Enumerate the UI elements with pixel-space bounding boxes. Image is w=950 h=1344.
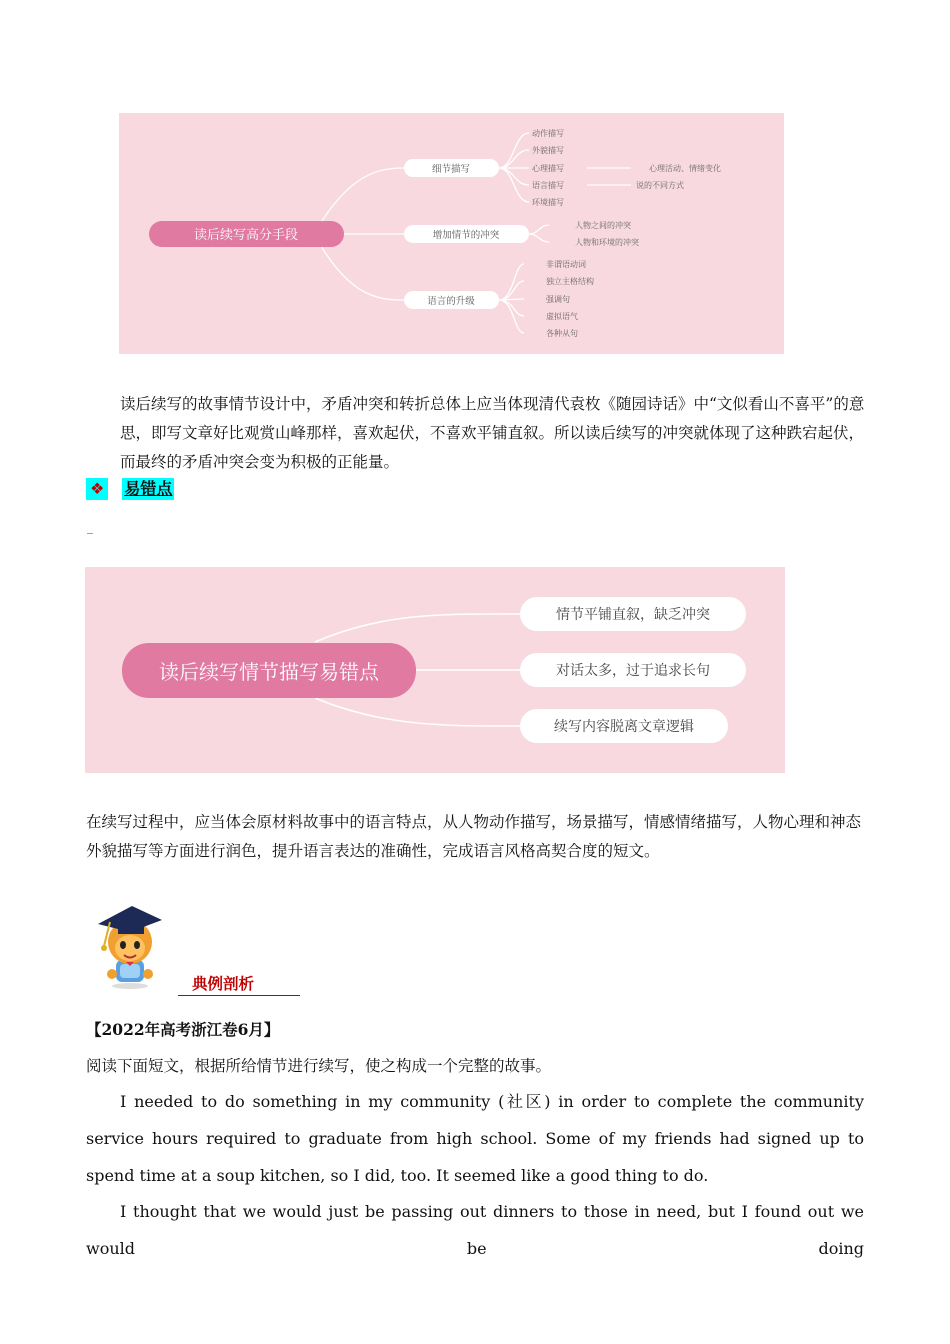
- underline-mark: _: [87, 520, 93, 534]
- mindmap-high-score-methods: [119, 113, 784, 354]
- section-heading-common-errors: [86, 478, 174, 502]
- diamond-bullet-icon: ❖: [86, 478, 108, 500]
- passage-paragraph: I needed to do something in my community (社区) in order to complete the community service hours required to graduate from high school. Some of my friends had signed up to spend time at a soup kitchen, so I did, too. It seemed like a good thing to do.: [86, 1092, 864, 1185]
- mindmap1-diagram: [119, 113, 784, 354]
- exam-instruction: 阅读下面短文，根据所给情节进行续写，使之构成一个完整的故事。: [86, 1057, 552, 1075]
- mindmap2-item-label: 对话太多，过于追求长句: [556, 663, 710, 679]
- mindmap1-leaf: 非谓语动词: [546, 260, 586, 269]
- graduate-mascot-icon: [90, 902, 170, 990]
- mindmap1-leaf: 人物之间的冲突: [575, 221, 631, 230]
- mindmap1-leaf: 独立主格结构: [546, 277, 594, 286]
- mindmap1-leaf: 环境描写: [532, 198, 564, 207]
- mindmap1-leaf: 人物和环境的冲突: [575, 238, 639, 247]
- mindmap2-item-label: 情节平铺直叙，缺乏冲突: [556, 607, 710, 623]
- mindmap1-subnote: 心理活动、情绪变化: [649, 164, 721, 173]
- mindmap2-root-label: 读后续写情节描写易错点: [159, 660, 379, 684]
- mindmap1-leaf: 动作描写: [532, 129, 564, 138]
- mindmap1-leaf: 各种从句: [546, 329, 578, 338]
- exam-source: 【2022年高考浙江卷6月】: [86, 1020, 280, 1039]
- mindmap1-leaf: 语言描写: [532, 181, 564, 190]
- example-analysis-title: 典例剖析: [178, 973, 300, 996]
- mindmap2-item-label: 续写内容脱离文章逻辑: [554, 719, 694, 735]
- mindmap-common-errors: [85, 567, 785, 773]
- mindmap1-leaf: 心理描写: [532, 164, 564, 173]
- mindmap1-branch-label: 细节描写: [431, 164, 471, 175]
- mindmap1-leaf: 外貌描写: [532, 146, 564, 155]
- passage-paragraph: I thought that we would just be passing out dinners to those in need, but I found out we would be doing: [86, 1202, 864, 1258]
- mindmap2-diagram: [85, 567, 785, 773]
- mindmap1-subnote: 说的不同方式: [636, 181, 684, 190]
- mindmap1-root-label: 读后续写高分手段: [193, 228, 299, 243]
- mindmap1-branch-label: 语言的升级: [427, 296, 475, 307]
- mindmap1-branch-label: 增加情节的冲突: [432, 230, 500, 241]
- paragraph-conflict-design: 读后续写的故事情节设计中，矛盾冲突和转折总体上应当体现清代袁枚《随园诗话》中“文似看山不喜平”的意思，即写文章好比观赏山峰那样，喜欢起伏，不喜欢平铺直叙。所以读后续写的冲突就体现了这种跌宕起伏，而最终的矛盾冲突会变为积极的正能量。: [120, 395, 865, 471]
- mindmap1-leaf: 虚拟语气: [546, 312, 578, 321]
- section-heading-label: 易错点: [124, 479, 173, 498]
- paragraph-language-polish: 在续写过程中，应当体会原材料故事中的语言特点，从人物动作描写，场景描写，情感情绪描写，人物心理和神态外貌描写等方面进行润色，提升语言表达的准确性，完成语言风格高契合度的短文。: [86, 813, 862, 860]
- mindmap1-leaf: 强调句: [546, 295, 570, 304]
